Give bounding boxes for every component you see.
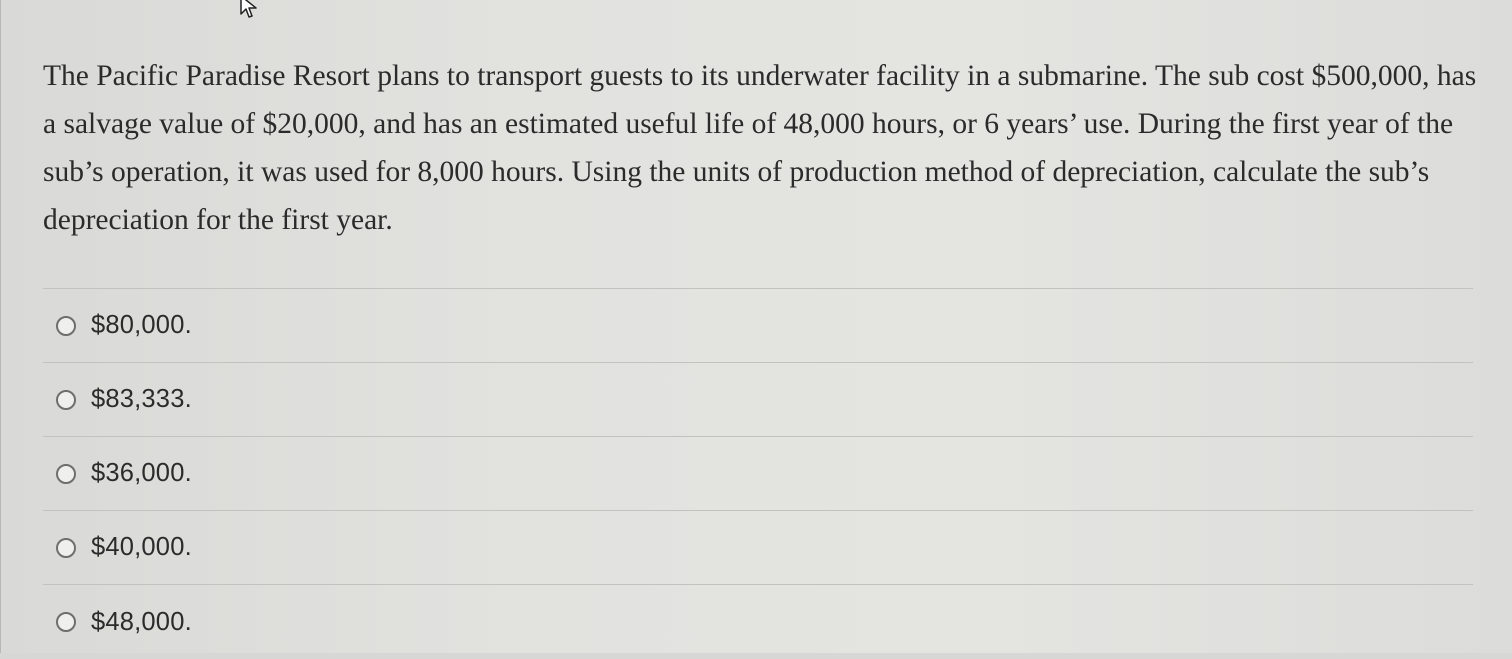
answer-options (43, 288, 1473, 659)
answer-option-label[interactable]: $36,000. (91, 459, 192, 487)
radio-unchecked-icon[interactable] (56, 390, 76, 410)
answer-option[interactable] (43, 289, 1473, 363)
answer-option-label[interactable]: $48,000. (91, 607, 192, 636)
answer-option-label[interactable]: $40,000. (91, 533, 192, 561)
answer-option-label[interactable]: $83,333. (91, 385, 192, 413)
question-text: The Pacific Paradise Resort plans to transport guests to its underwater facility in a submarine. The sub cost $500,000, has a salvage value of $20,000, and has an estimated useful life of 48,000 hours, or 6 years’ use. During the first year of the sub’s operation, it was used for 8,000 hours. Using the units of production method of depreciation, calculate the sub’s depreciation for the first year. (43, 60, 1477, 236)
radio-unchecked-icon[interactable] (56, 464, 76, 484)
answer-option[interactable] (43, 585, 1473, 659)
answer-option-label[interactable]: $80,000. (91, 311, 192, 339)
answer-option[interactable] (43, 363, 1473, 437)
radio-unchecked-icon[interactable] (56, 316, 76, 336)
radio-unchecked-icon[interactable] (56, 538, 76, 558)
answer-option[interactable] (43, 511, 1473, 585)
radio-unchecked-icon[interactable] (56, 612, 76, 632)
answer-option[interactable] (43, 437, 1473, 511)
mouse-pointer-icon (237, 0, 263, 20)
